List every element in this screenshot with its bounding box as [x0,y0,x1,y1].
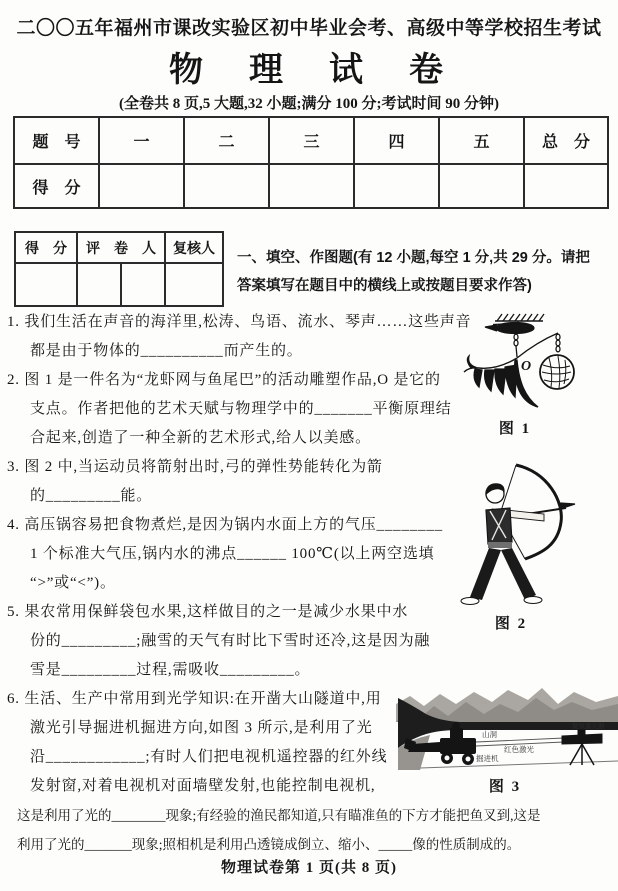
question-line: “>”或“<”)。 [30,575,116,591]
exam-header-line: 二〇〇五年福州市课改实验区初中毕业会考、高级中等学校招生考试 [16,18,602,39]
question-line: 沿____________;有时人们把电视机遥控器的红外线 [30,749,388,765]
exam-meta-line: (全卷共 8 页,5 大题,32 小题;满分 100 分;考试时间 90 分钟) [119,96,499,112]
annotation-laser-beam-label: 红色激光 [504,745,534,754]
grader-cell-blank [121,263,165,306]
score-table-col-1: 一 [99,117,184,164]
question-line: 份的_________;融雪的天气有时比下雪时还冷,这是因为融 [30,633,431,649]
score-table [13,116,609,209]
page-footer: 物理试卷第 1 页(共 8 页) [221,860,397,876]
section-heading-line-1: 一、填空、作图题(有 12 小题,每空 1 分,共 29 分。请把 [237,250,590,266]
question-line: 1. 我们生活在声音的海洋里,松涛、鸟语、流水、琴声……这些声音 [7,314,472,330]
figure-3 [396,686,618,796]
annotation-tunnel-label: 山洞 [482,730,497,739]
grader-cell-blank [77,263,121,306]
annotation-laser-device-label: 氦氖激光器 [572,723,605,730]
score-cell-blank [354,164,439,208]
question-line: 发射窗,对着电视机对面墙壁发射,也能控制电视机, [30,778,376,794]
score-cell-blank [524,164,608,208]
question-line: 支点。作者把他的艺术天赋与物理学中的_______平衡原理结 [30,401,452,417]
figure-1-label: 图 1 [498,421,532,437]
question-line: 都是由于物体的__________而产生的。 [30,343,303,359]
score-cell-blank [439,164,524,208]
question-line: 1 个标准大气压,锅内水的沸点______ 100℃(以上两空选填 [30,546,435,562]
score-row-label: 得 分 [14,164,99,208]
figure-1 [463,310,613,438]
question-line: 的_________能。 [30,488,153,504]
question-line: 雪是_________过程,需吸收_________。 [30,662,311,678]
figure-2 [448,450,612,633]
section-one-heading [237,244,613,300]
score-cell-blank [269,164,354,208]
pivot-o-label: O [521,359,532,374]
question-line: 5. 果农常用保鲜袋包水果,这样做目的之一是减少水果中水 [7,604,409,620]
grader-cell-blank [15,263,77,306]
score-table-col-3: 三 [269,117,354,164]
question-line: 激光引导掘进机掘进方向,如图 3 所示,是利用了光 [30,720,373,736]
tunnel-laser-drawing [396,686,618,770]
grader-score-label: 得 分 [15,232,77,263]
grader-reviewer-label: 复核人 [165,232,223,263]
figure-2-label: 图 2 [494,616,528,632]
grader-table [14,231,224,307]
question-line: 3. 图 2 中,当运动员将箭射出时,弓的弹性势能转化为箭 [7,459,383,475]
figure-3-label: 图 3 [488,779,522,795]
question-line: 2. 图 1 是一件名为“龙虾网与鱼尾巴”的活动雕塑作品,O 是它的 [7,372,441,388]
question-line: 这是利用了光的________现象;有经验的渔民都知道,只有瞄准鱼的下方才能把鱼叉到,这是 [17,808,541,823]
mobile-sculpture-drawing [463,310,613,416]
score-table-col-4: 四 [354,117,439,164]
score-table-col-2: 二 [184,117,269,164]
question-line: 利用了光的_______现象;照相机是利用凸透镜成倒立、缩小、_____像的性质制成的。 [17,837,521,852]
page-title: 物 理 试 卷 [169,52,449,89]
question-line: 合起来,创造了一种全新的艺术形式,给人以美感。 [30,430,371,446]
score-table-col-5: 五 [439,117,524,164]
grader-cell-blank [165,263,223,306]
score-table-corner: 题 号 [14,117,99,164]
question-line: 6. 生活、生产中常用到光学知识:在开凿大山隧道中,用 [7,691,382,707]
score-table-col-total: 总 分 [524,117,608,164]
section-heading-line-2: 答案填写在题目中的横线上或按题目要求作答) [237,278,532,294]
archer-drawing [448,450,612,610]
score-cell-blank [99,164,184,208]
annotation-boring-machine-label: 掘进机 [476,754,499,763]
question-line: 4. 高压锅容易把食物煮烂,是因为锅内水面上方的气压________ [7,517,443,533]
score-cell-blank [184,164,269,208]
grader-grader-label: 评 卷 人 [77,232,165,263]
